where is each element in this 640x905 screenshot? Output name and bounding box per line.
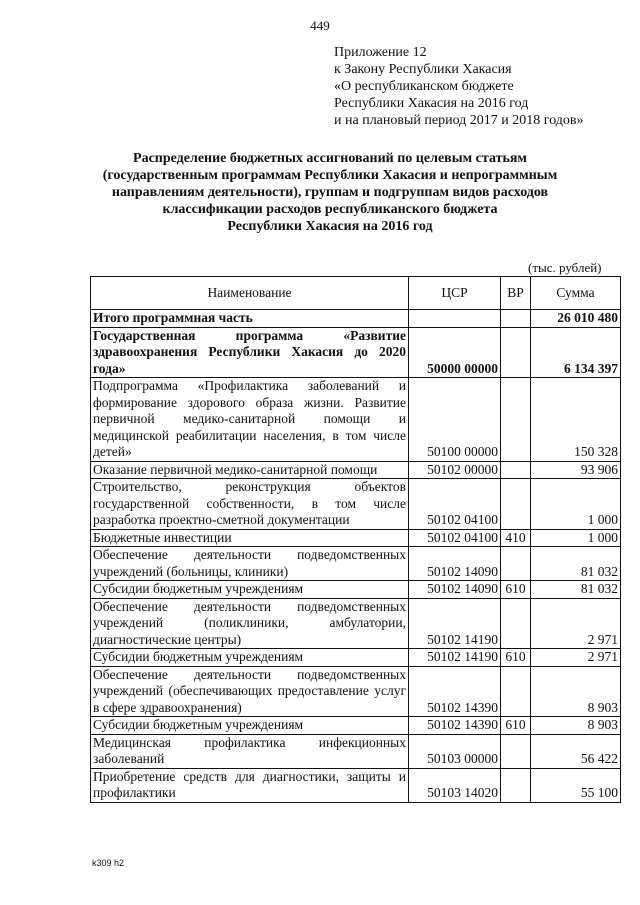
cell-name: Обеспечение деятельности подведомственных учреждений (обеспечивающих предоставление услуг в сфере здравоохранения) [91, 666, 409, 717]
header-sum: Сумма [531, 277, 621, 310]
cell-sum: 150 328 [531, 378, 621, 462]
cell-sum: 56 422 [531, 734, 621, 768]
table-row [91, 717, 621, 735]
table-body [91, 310, 621, 803]
cell-csr: 50102 14390 [409, 666, 501, 717]
cell-vr [501, 310, 531, 328]
table-row [91, 479, 621, 530]
title-line: (государственным программам Республики Хакасия и непрограммным [102, 168, 558, 183]
cell-vr [501, 734, 531, 768]
cell-csr: 50103 00000 [409, 734, 501, 768]
cell-sum: 2 971 [531, 598, 621, 649]
table-row [91, 649, 621, 667]
cell-name: Государственная программа «Развитие здравоохранения Республики Хакасия до 2020 года» [91, 327, 409, 378]
table-row [91, 768, 621, 802]
cell-vr [501, 479, 531, 530]
table-row [91, 310, 621, 328]
cell-csr: 50000 00000 [409, 327, 501, 378]
budget-table [90, 276, 621, 803]
cell-vr [501, 327, 531, 378]
title-line: Распределение бюджетных ассигнований по целевым статьям [133, 151, 527, 166]
cell-vr: 610 [501, 717, 531, 735]
appendix-line: и на плановый период 2017 и 2018 годов» [334, 113, 584, 128]
cell-csr: 50103 14020 [409, 768, 501, 802]
cell-csr: 50102 14390 [409, 717, 501, 735]
header-csr: ЦСР [409, 277, 501, 310]
cell-vr [501, 666, 531, 717]
cell-name: Обеспечение деятельности подведомственных учреждений (больницы, клиники) [91, 547, 409, 581]
cell-csr [409, 310, 501, 328]
appendix-line: к Закону Республики Хакасия [334, 62, 512, 77]
table-row [91, 666, 621, 717]
cell-vr [501, 378, 531, 462]
table-row [91, 547, 621, 581]
cell-sum: 81 032 [531, 547, 621, 581]
cell-csr: 50102 14190 [409, 649, 501, 667]
header-vr: ВР [501, 277, 531, 310]
cell-name: Медицинская профилактика инфекционных заболеваний [91, 734, 409, 768]
cell-name: Приобретение средств для диагностики, защиты и профилактики [91, 768, 409, 802]
footer-code: k309 h2 [92, 858, 125, 868]
table-row [91, 327, 621, 378]
cell-vr: 610 [501, 581, 531, 599]
cell-name: Бюджетные инвестиции [91, 529, 409, 547]
cell-sum: 1 000 [531, 479, 621, 530]
title-line: Республики Хакасия на 2016 год [227, 219, 433, 234]
cell-sum: 1 000 [531, 529, 621, 547]
table-row [91, 378, 621, 462]
table-row [91, 598, 621, 649]
cell-name: Подпрограмма «Профилактика заболеваний и формирование здорового образа жизни. Развитие первичной медико-санитарной помощи и медицинской реабилитации населения, в том числе детей» [91, 378, 409, 462]
cell-sum: 93 906 [531, 461, 621, 479]
cell-name: Обеспечение деятельности подведомственных учреждений (поликлиники, амбулатории, диагностические центры) [91, 598, 409, 649]
cell-name: Строительство, реконструкция объектов государственной собственности, в том числе разработка проектно-сметной документации [91, 479, 409, 530]
cell-vr [501, 461, 531, 479]
cell-csr: 50100 00000 [409, 378, 501, 462]
cell-sum: 6 134 397 [531, 327, 621, 378]
appendix-line: «О республиканском бюджете [334, 79, 514, 94]
table-row [91, 581, 621, 599]
cell-csr: 50102 04100 [409, 529, 501, 547]
cell-sum: 8 903 [531, 666, 621, 717]
cell-vr: 410 [501, 529, 531, 547]
title-line: направлениям деятельности), группам и подгруппам видов расходов [111, 185, 549, 200]
header-name: Наименование [91, 277, 409, 310]
cell-sum: 55 100 [531, 768, 621, 802]
cell-name: Субсидии бюджетным учреждениям [91, 649, 409, 667]
cell-vr [501, 547, 531, 581]
cell-name: Оказание первичной медико-санитарной помощи [91, 461, 409, 479]
cell-csr: 50102 14090 [409, 547, 501, 581]
cell-vr: 610 [501, 649, 531, 667]
cell-csr: 50102 00000 [409, 461, 501, 479]
unit-label: (тыс. рублей) [528, 260, 602, 275]
document-title [80, 150, 580, 235]
page-number: 449 [310, 18, 330, 33]
cell-csr: 50102 04100 [409, 479, 501, 530]
table-row [91, 734, 621, 768]
title-line: классификации расходов республиканского бюджета [162, 202, 498, 217]
cell-sum: 2 971 [531, 649, 621, 667]
cell-vr [501, 768, 531, 802]
cell-sum: 8 903 [531, 717, 621, 735]
table-row [91, 461, 621, 479]
appendix-line: Приложение 12 [334, 45, 427, 60]
cell-name: Субсидии бюджетным учреждениям [91, 581, 409, 599]
cell-sum: 26 010 480 [531, 310, 621, 328]
cell-csr: 50102 14190 [409, 598, 501, 649]
cell-name: Итого программная часть [91, 310, 409, 328]
table-header-row [91, 277, 621, 310]
cell-vr [501, 598, 531, 649]
cell-sum: 81 032 [531, 581, 621, 599]
cell-name: Субсидии бюджетным учреждениям [91, 717, 409, 735]
cell-csr: 50102 14090 [409, 581, 501, 599]
appendix-reference [334, 44, 584, 129]
table-row [91, 529, 621, 547]
appendix-line: Республики Хакасия на 2016 год [334, 96, 529, 111]
